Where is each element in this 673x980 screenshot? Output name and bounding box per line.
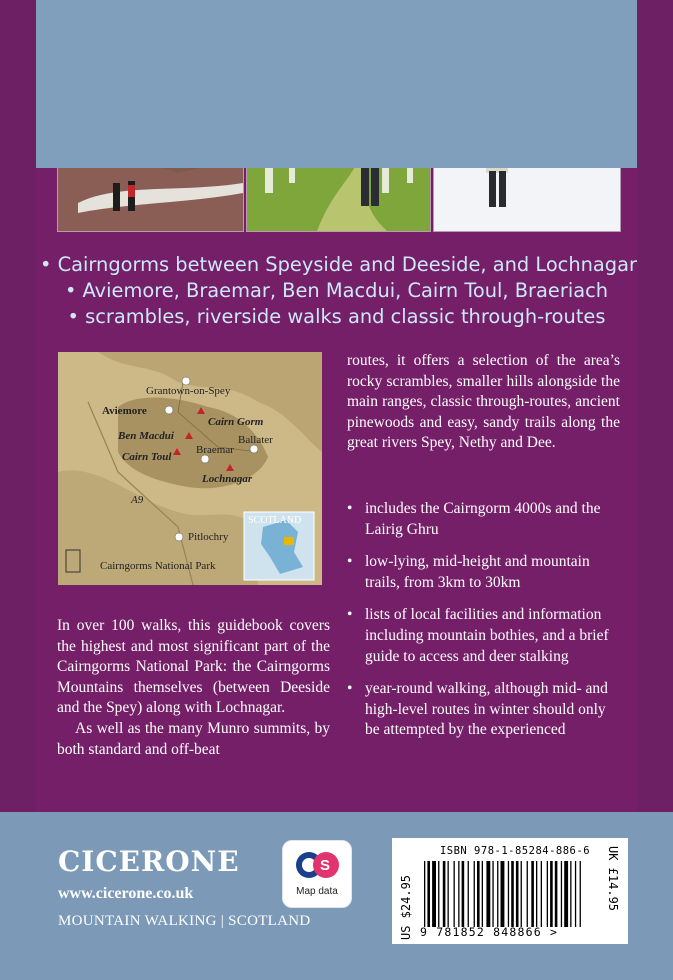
isbn-text: ISBN 978-1-85284-886-6	[439, 845, 591, 857]
publisher-logo: CICERONE	[58, 845, 240, 878]
map-label-braemar: Braemar	[196, 444, 234, 456]
map-label-ballater: Ballater	[238, 434, 273, 446]
map-label-aviemore: Aviemore	[102, 405, 147, 417]
price-uk: UK £14.95	[606, 846, 620, 912]
price-us: US $24.95	[399, 874, 413, 940]
highlight-bullet: • Cairngorms between Speyside and Deeside, and Lochnagar	[40, 253, 637, 276]
description	[57, 616, 330, 760]
os-map-data-label: Map data	[296, 886, 338, 897]
description-paragraph: As well as the many Munro summits, by both standard and off-beat	[57, 719, 330, 758]
os-logo-letter: S	[320, 857, 331, 874]
map-label-a9: A9	[131, 494, 144, 506]
highlight-bullets	[40, 252, 637, 330]
map-label-cairn-toul: Cairn Toul	[122, 451, 172, 463]
map-label-cairn-gorm: Cairn Gorm	[208, 416, 264, 428]
feature-item: • year-round walking, although mid- and high-level routes in winter should only be attempted by the experienced	[347, 679, 622, 741]
barcode-icon	[422, 861, 606, 927]
map-label-pitlochry: Pitlochry	[188, 531, 229, 543]
highlight-bullet: • scrambles, riverside walks and classic through-routes	[67, 305, 606, 328]
feature-item: • low-lying, mid-height and mountain trails, from 3km to 30km	[347, 552, 622, 593]
publisher-website[interactable]: www.cicerone.co.uk	[58, 885, 194, 902]
series-tagline: MOUNTAIN WALKING | SCOTLAND	[58, 913, 311, 929]
highlight-bullet: • Aviemore, Braemar, Ben Macdui, Cairn Toul, Braeriach	[64, 279, 609, 302]
description-continued	[347, 351, 620, 454]
feature-item: • lists of local facilities and information including mountain bothies, and a brief guide to access and deer stalking	[347, 605, 622, 667]
os-map-data-badge	[282, 840, 352, 908]
description-paragraph: In over 100 walks, this guidebook covers the highest and most significant part of the Cairngorms National Park: the Cairngorms Mountains themselves (between Deeside and the Spey) along with Lochnagar.	[57, 617, 330, 717]
map-legend-label: Cairngorms National Park	[100, 560, 216, 572]
map-label-grantown: Grantown-on-Spey	[146, 385, 231, 397]
area-map	[58, 352, 322, 585]
feature-item: • includes the Cairngorm 4000s and the Lairig Ghru	[347, 499, 622, 540]
description-paragraph: routes, it offers a selection of the area’s rocky scrambles, smaller hills alongside the main ranges, classic through-routes, ancient pinewoods and easy, sandy trails along the great rivers Spey, Nethy and Dee.	[347, 352, 620, 452]
map-label-lochnagar: Lochnagar	[202, 473, 253, 485]
map-label-ben-macdui: Ben Macdui	[118, 430, 174, 442]
map-inset-label: SCOTLAND	[248, 515, 302, 526]
barcode-number: 9 781852 848866 >	[420, 925, 559, 939]
os-logo-icon	[283, 841, 351, 886]
feature-list	[347, 499, 622, 753]
footer-inner	[36, 0, 637, 168]
